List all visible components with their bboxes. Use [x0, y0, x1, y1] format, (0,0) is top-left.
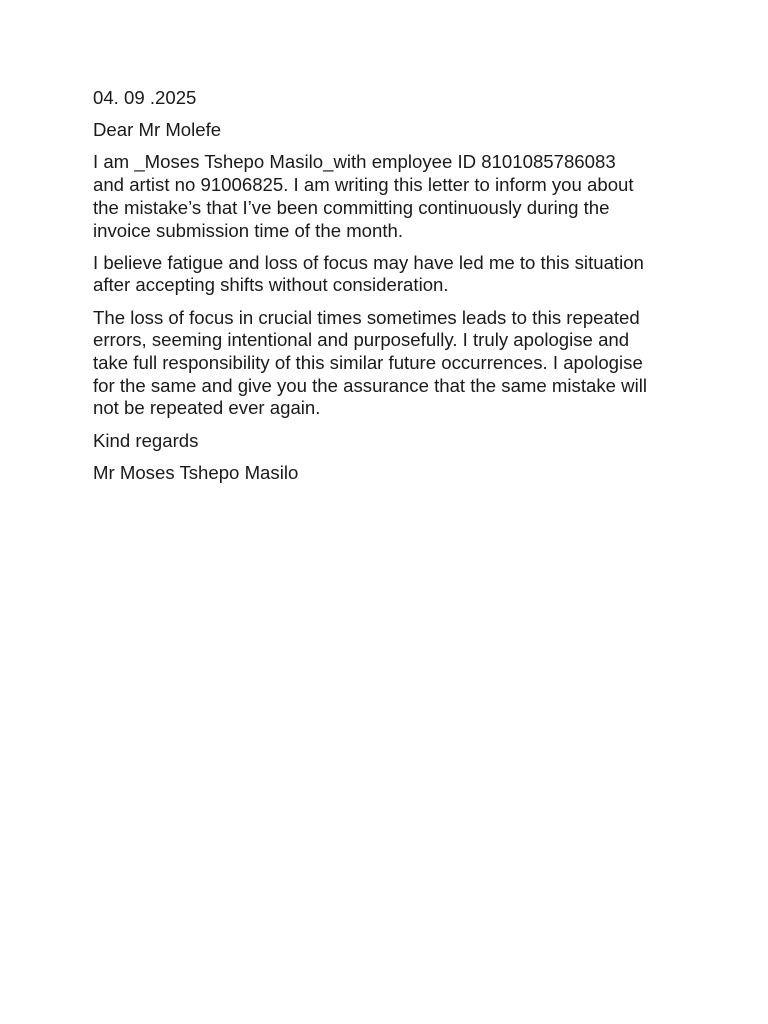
paragraph-line: for the same and give you the assurance that the same mistake will [93, 374, 647, 396]
letter-closing: Kind regards [93, 429, 199, 451]
paragraph-line: errors, seeming intentional and purposefully. I truly apologise and [93, 329, 630, 351]
letter-salutation: Dear Mr Molefe [93, 119, 222, 141]
paragraph-line: not be repeated ever again. [93, 397, 321, 419]
paragraph-line: and artist no 91006825. I am writing this letter to inform you about [93, 174, 634, 196]
paragraph-line: the mistake’s that I’ve been committing continuously during the [93, 196, 610, 218]
paragraph-line: The loss of focus in crucial times sometimes leads to this repeated [93, 306, 640, 328]
letter-paragraph-3 [93, 307, 683, 421]
paragraph-line: I am _Moses Tshepo Masilo_with employee ID 8101085786083 [93, 151, 616, 173]
letter-date: 04. 09 .2025 [93, 87, 197, 108]
paragraph-line: take full responsibility of this similar future occurrences. I apologise [93, 352, 643, 374]
paragraph-line: invoice submission time of the month. [93, 219, 404, 241]
paragraph-line: I believe fatigue and loss of focus may have led me to this situation [93, 251, 644, 273]
letter-paragraph-1 [93, 151, 683, 242]
paragraph-line: after accepting shifts without consideration. [93, 274, 449, 296]
letter-signature: Mr Moses Tshepo Masilo [93, 461, 299, 483]
letter-paragraph-2 [93, 252, 683, 297]
